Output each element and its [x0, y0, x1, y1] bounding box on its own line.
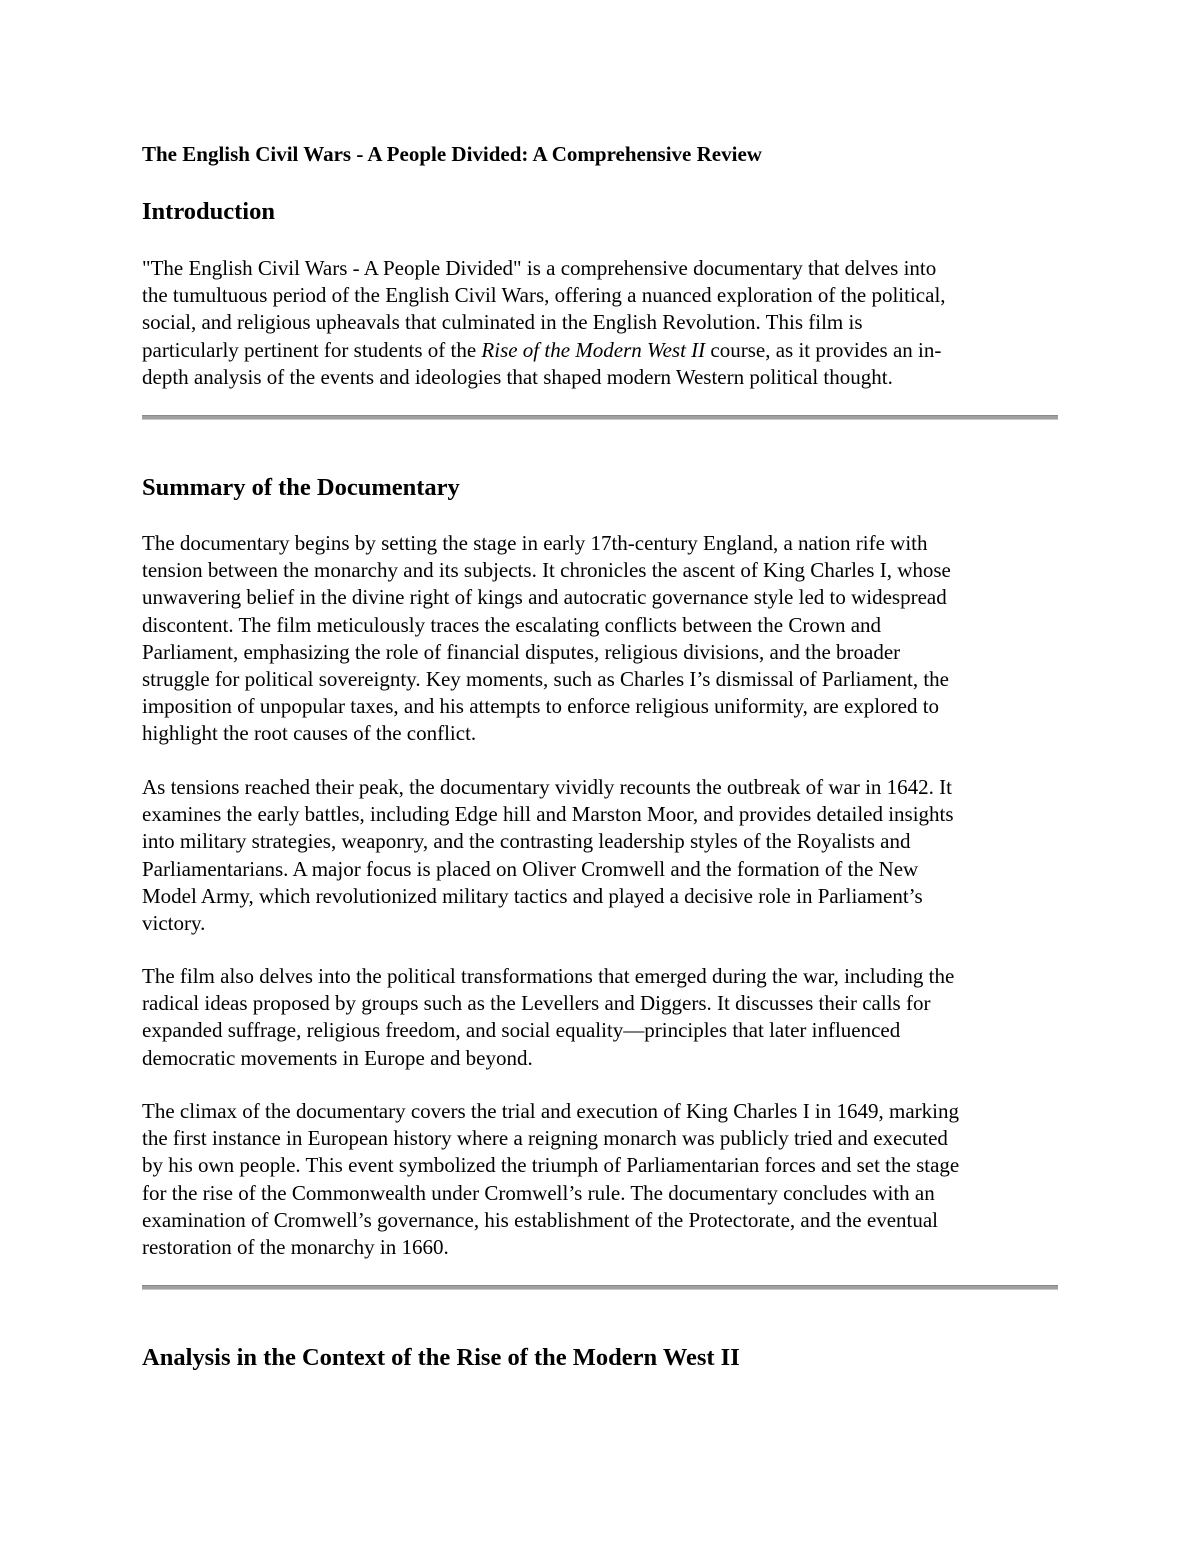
- text-line: imposition of unpopular taxes, and his attempts to enforce religious uniformity, are explored to: [142, 694, 940, 719]
- introduction-paragraph: [142, 255, 1060, 391]
- text-line: the tumultuous period of the English Civil Wars, offering a nuanced exploration of the political,: [142, 283, 946, 308]
- text-line: highlight the root causes of the conflict.: [142, 721, 477, 746]
- text-line: expanded suffrage, religious freedom, and social equality—principles that later influenced: [142, 1018, 901, 1043]
- text-fragment: course, as it provides an in-: [705, 337, 942, 362]
- summary-paragraph-4: [142, 1098, 1060, 1261]
- text-line: The documentary begins by setting the stage in early 17th-century England, a nation rife with: [142, 531, 928, 555]
- summary-paragraph-2: [142, 774, 1060, 937]
- text-line: struggle for political sovereignty. Key moments, such as Charles I’s dismissal of Parliament, the: [142, 667, 949, 692]
- text-line: Model Army, which revolutionized military tactics and played a decisive role in Parliament’s: [142, 883, 923, 908]
- text-line: The climax of the documentary covers the trial and execution of King Charles I in 1649, marking: [142, 1099, 960, 1123]
- text-line: Parliament, emphasizing the role of financial disputes, religious divisions, and the broader: [142, 639, 901, 664]
- text-line: victory.: [142, 911, 206, 936]
- course-title-italic: Rise of the Modern West II: [481, 337, 706, 362]
- text-line: democratic movements in Europe and beyond.: [142, 1045, 533, 1070]
- section-divider: [142, 1285, 1058, 1290]
- text-line: radical ideas proposed by groups such as the Levellers and Diggers. It discusses their calls for: [142, 991, 931, 1016]
- text-line: by his own people. This event symbolized the triumph of Parliamentarian forces and set the stage: [142, 1153, 960, 1178]
- text-line: restoration of the monarchy in 1660.: [142, 1235, 449, 1260]
- text-fragment: particularly pertinent for students of the: [142, 337, 482, 362]
- summary-heading: Summary of the Documentary: [142, 474, 460, 501]
- text-line: [142, 337, 1060, 364]
- summary-paragraph-1: [142, 530, 1060, 748]
- text-line: the first instance in European history where a reigning monarch was publicly tried and executed: [142, 1126, 948, 1151]
- text-line: depth analysis of the events and ideologies that shaped modern Western political thought.: [142, 364, 893, 389]
- text-line: The film also delves into the political transformations that emerged during the war, including the: [142, 964, 955, 988]
- text-line: unwavering belief in the divine right of kings and autocratic governance style led to widespread: [142, 585, 947, 610]
- analysis-heading: Analysis in the Context of the Rise of the Modern West II: [142, 1344, 740, 1371]
- document-title: The English Civil Wars - A People Divided: A Comprehensive Review: [142, 142, 762, 166]
- introduction-heading: Introduction: [142, 198, 275, 225]
- text-line: tension between the monarchy and its subjects. It chronicles the ascent of King Charles I, whose: [142, 558, 951, 583]
- text-line: examines the early battles, including Edge hill and Marston Moor, and provides detailed insights: [142, 802, 954, 827]
- text-line: "The English Civil Wars - A People Divided" is a comprehensive documentary that delves into: [142, 256, 937, 280]
- text-line: As tensions reached their peak, the documentary vividly recounts the outbreak of war in 1642. It: [142, 775, 953, 799]
- text-line: into military strategies, weaponry, and the contrasting leadership styles of the Royalists and: [142, 829, 911, 854]
- text-line: examination of Cromwell’s governance, his establishment of the Protectorate, and the eventual: [142, 1207, 939, 1232]
- text-line: discontent. The film meticulously traces the escalating conflicts between the Crown and: [142, 612, 882, 637]
- summary-paragraph-3: [142, 963, 1060, 1072]
- section-divider: [142, 415, 1058, 420]
- text-line: Parliamentarians. A major focus is placed on Oliver Cromwell and the formation of the New: [142, 856, 919, 881]
- text-line: social, and religious upheavals that culminated in the English Revolution. This film is: [142, 310, 863, 335]
- text-line: for the rise of the Commonwealth under Cromwell’s rule. The documentary concludes with an: [142, 1180, 935, 1205]
